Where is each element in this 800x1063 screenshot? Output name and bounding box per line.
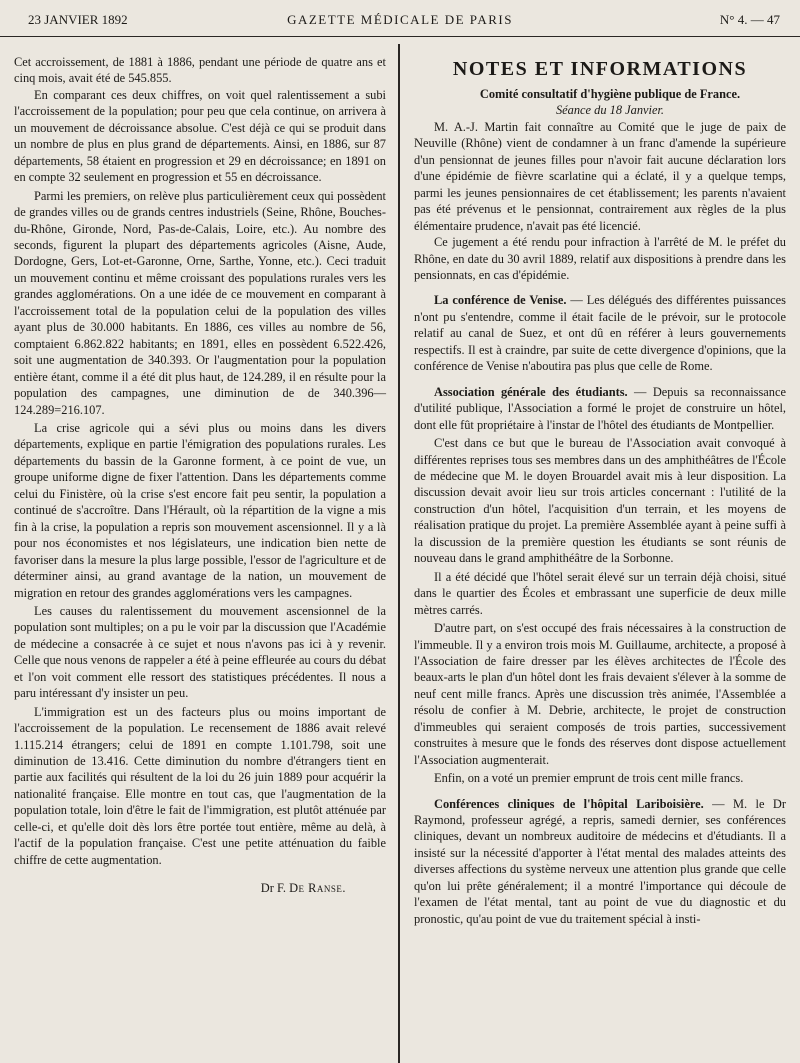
- column-divider: [398, 44, 400, 1063]
- page-number: N° 4. — 47: [719, 12, 780, 27]
- committee-title: Comité consultatif d'hygiène publique de France.: [479, 87, 741, 101]
- paragraph: C'est dans ce but que le bureau de l'Association avait convoqué à différentes reprises tous ses membres dans un des amphithéâtres de l'École de médecine que M. le doyen Brouardel avait mis à leur disposition. La discussion devait avoir lieu sur trois articles concernant : l'utilité de la construction d'un hôtel, l'acquisition d'un terrain, et les moyens de réalisation pratique du projet. La première Assemblée ayant à peine suffi à la discussion de la première question les étudiants se sont réunis de nouveau dans le grand amphithéâtre de la Sorbonne.: [414, 436, 786, 566]
- paragraph: Il a été décidé que l'hôtel serait élevé sur un terrain déjà choisi, situé dans le quartier des Écoles et embrassant une superficie de deux mille mètres carrés.: [414, 569, 786, 617]
- paragraph: Ce jugement a été rendu pour infraction à l'arrêté de M. le préfet du Rhône, en date du 30 avril 1889, relatif aux dispositions à prendre dans les pensionnats, en cas d'épidémie.: [414, 235, 786, 282]
- spacer: [414, 283, 786, 292]
- association-text: — Depuis sa reconnaissance d'utilité publique, l'Association a formé le projet de construire un hôtel, dont elle fût propriétaire à l'instar de l'hôtel des étudiants de Montpellier.: [414, 384, 786, 432]
- lariboisiere-heading: Conférences cliniques de l'hôpital Lariboisière.: [434, 796, 704, 811]
- lariboisiere-paragraph: [414, 796, 786, 928]
- venise-paragraph: [414, 292, 786, 374]
- spacer: [414, 787, 786, 796]
- journal-title: GAZETTE MÉDICALE DE PARIS: [287, 12, 513, 27]
- committee-session: Séance du 18 Janvier.: [555, 103, 665, 118]
- paragraph: M. A.-J. Martin fait connaître au Comité que le juge de paix de Neuville (Rhône) vient de condamner à un franc d'amende la supérieure d'un pensionnat de jeunes filles pour n'avoir fait aucune déclaration lors d'une épidémie de fièvre scarlatine qui a éclaté, il y a quelque temps, parmi les jeunes pensionnaires de cet établissement; les parents n'avaient pas été prévenus et le pensionnat, contrairement aux règles de la plus élémentaire prudence, n'avait pas été licencié.: [414, 119, 786, 233]
- signature-prefix: Dr F.: [260, 881, 286, 896]
- section-title: NOTES ET INFORMATIONS: [452, 58, 748, 80]
- paragraph: Parmi les premiers, on relève plus particulièrement ceux qui possèdent de grandes villes ou de grands centres industriels (Seine, Rhône, Bouches-du-Rhône, Gironde, Nord, Pas-de-Calais, Loire, etc.). Au nombre des seconds, figurent la plupart des départements agricoles (Aisne, Aude, Dordogne, Gers, Lot-et-Garonne, Orne, Sarthe, Yonne, etc.). Ceci traduit un mouvement continu et même croissant des populations rurales vers les grandes agglomérations. On a une idée de ce mouvement en comparant à l'accroissement total de la population celui de la population des villes ayant plus de 30.000 habitants. En 1886, ces villes au nombre de 56, comptaient 6.862.822 habitants; en 1891, elles en possèdent 6.522.426, soit une augmentation de 340.393. Or l'augmentation pour la population entière étant, comme il a été dit plus haut, de 124.289, il en résulte pour la population des campagnes, une diminution de de 340.396—124.289=216.107.: [14, 188, 386, 417]
- issue-date: 23 JANVIER 1892: [28, 12, 128, 27]
- venise-heading: La conférence de Venise.: [434, 293, 567, 308]
- paragraph: L'immigration est un des facteurs plus ou moins important de l'accroissement de la population. Le recensement de 1886 avait relevé 1.115.214 étrangers; celui de 1891 en compte 1.101.798, soit une diminution de 13.416. Cette diminution du nombre d'étrangers tient en partie aux facilités qui résultent de la loi du 26 juin 1889 pour acquérir la nationalité française. Elle montre en tout cas, que l'augmentation de la population totale, loin d'être le fait de l'immigration, est plutôt atténuée par celle-ci, et qu'elle doit dès lors être portée tout entière, même au delà, à l'actif de la population française. C'est une petite atténuation du faible chiffre de cette augmentation.: [14, 704, 386, 867]
- association-paragraph: [414, 384, 786, 433]
- signature-name: De Ranse.: [289, 881, 346, 896]
- association-heading: Association générale des étudiants.: [434, 384, 628, 399]
- lariboisiere-text: — M. le Dr Raymond, professeur agrégé, a repris, samedi dernier, ses conférences cliniques, devant un nombreux auditoire de médecins et d'étudiants. Il a insisté sur la nécessité d'apporter à l'état mental des malades atteints des diverses affections du système nerveux une attention plus grande que celle qu'on lui prête généralement; il a montré l'importance qui découle de l'examen de l'état mental, tant au point de vue du diagnostic et du pronostic, qu'au point de vue du traitement spécial à insti-: [414, 796, 786, 926]
- signature: [14, 880, 386, 896]
- right-column: [414, 58, 786, 927]
- paragraph: Les causes du ralentissement du mouvement ascensionnel de la population sont multiples; on a pu le voir par la discussion que l'Académie de médecine a consacrée à ce sujet et nous n'avons pas ici à y revenir. Celle que nous venons de rappeler a été à peine effleurée au cours du débat et l'on voit comment elle ressort des statistiques précédentes. Il nous a paru intéressant d'y insister un peu.: [14, 603, 387, 701]
- paragraph: Enfin, on a voté un premier emprunt de trois cent mille francs.: [434, 771, 744, 786]
- venise-text: — Les délégués des différentes puissances n'ont pu s'entendre, comme il était facile de le prévoir, sur le protocole relatif au canal de Suez, et ont dû en référer à leurs gouvernements respectifs. Il est à craindre, par suite de cette divergence d'opinions, que la conférence de Venise n'aboutira pas plus que celle de Rome.: [414, 293, 787, 374]
- paragraph: Cet accroissement, de 1881 à 1886, pendant une période de quatre ans et cinq mois, avait été de 545.855.: [14, 55, 386, 86]
- spacer: [414, 375, 786, 384]
- paragraph: La crise agricole qui a sévi plus ou moins dans les divers départements, explique en partie l'émigration des populations rurales. Les départements du bassin de la Garonne forment, à ce point de vue, un groupe uniforme digne de fixer l'attention. Dans les départements comme celui du Finistère, où la crise s'est encore fait peu sentir, la population a continué de s'accroître. Dans l'Hérault, où la répartition de la vigne a mis fin à la crise, la population a repris son mouvement ascensionnel. Il y a là pour nos économistes et nos législateurs, une indication bien nette de favoriser dans la mesure la plus large possible, l'essor de l'agriculture et de déterminer ainsi, au grand avantage de la nation, un mouvement de migration en retour des grandes agglomérations vers les campagnes.: [14, 420, 386, 600]
- paragraph: En comparant ces deux chiffres, on voit quel ralentissement a subi l'accroissement de la population; pour peu que cela continue, on arrivera à un mouvement de décroissance absolue. C'est déjà ce qui se produit dans un nombre de plus en plus grand de départements. Ainsi, en 1886, sur 87 départements, 58 étaient en progression et 29 en décroissance; en 1891 on en compte 32 seulement en progression et 55 en décroissance.: [14, 87, 386, 185]
- left-column: [14, 54, 386, 897]
- paragraph: D'autre part, on s'est occupé des frais nécessaires à la construction de l'immeuble. Il y a environ trois mois M. Guillaume, architecte, a proposé à l'Association de faire dresser par les élèves architectes de l'École des beaux-arts le plan d'un hôtel dont les frais devaient s'élever à la somme de neuf cent mille francs. Après une discussion très animée, l'Assemblée a résolu de confier à M. Debrie, architecte, le projet de construction d'immeubles qui seraient composés de trois parties, successivement construites à mesure que le fonds des réserves dont dispose actuellement l'Association augmenterait.: [414, 621, 786, 767]
- page-header: [0, 0, 800, 37]
